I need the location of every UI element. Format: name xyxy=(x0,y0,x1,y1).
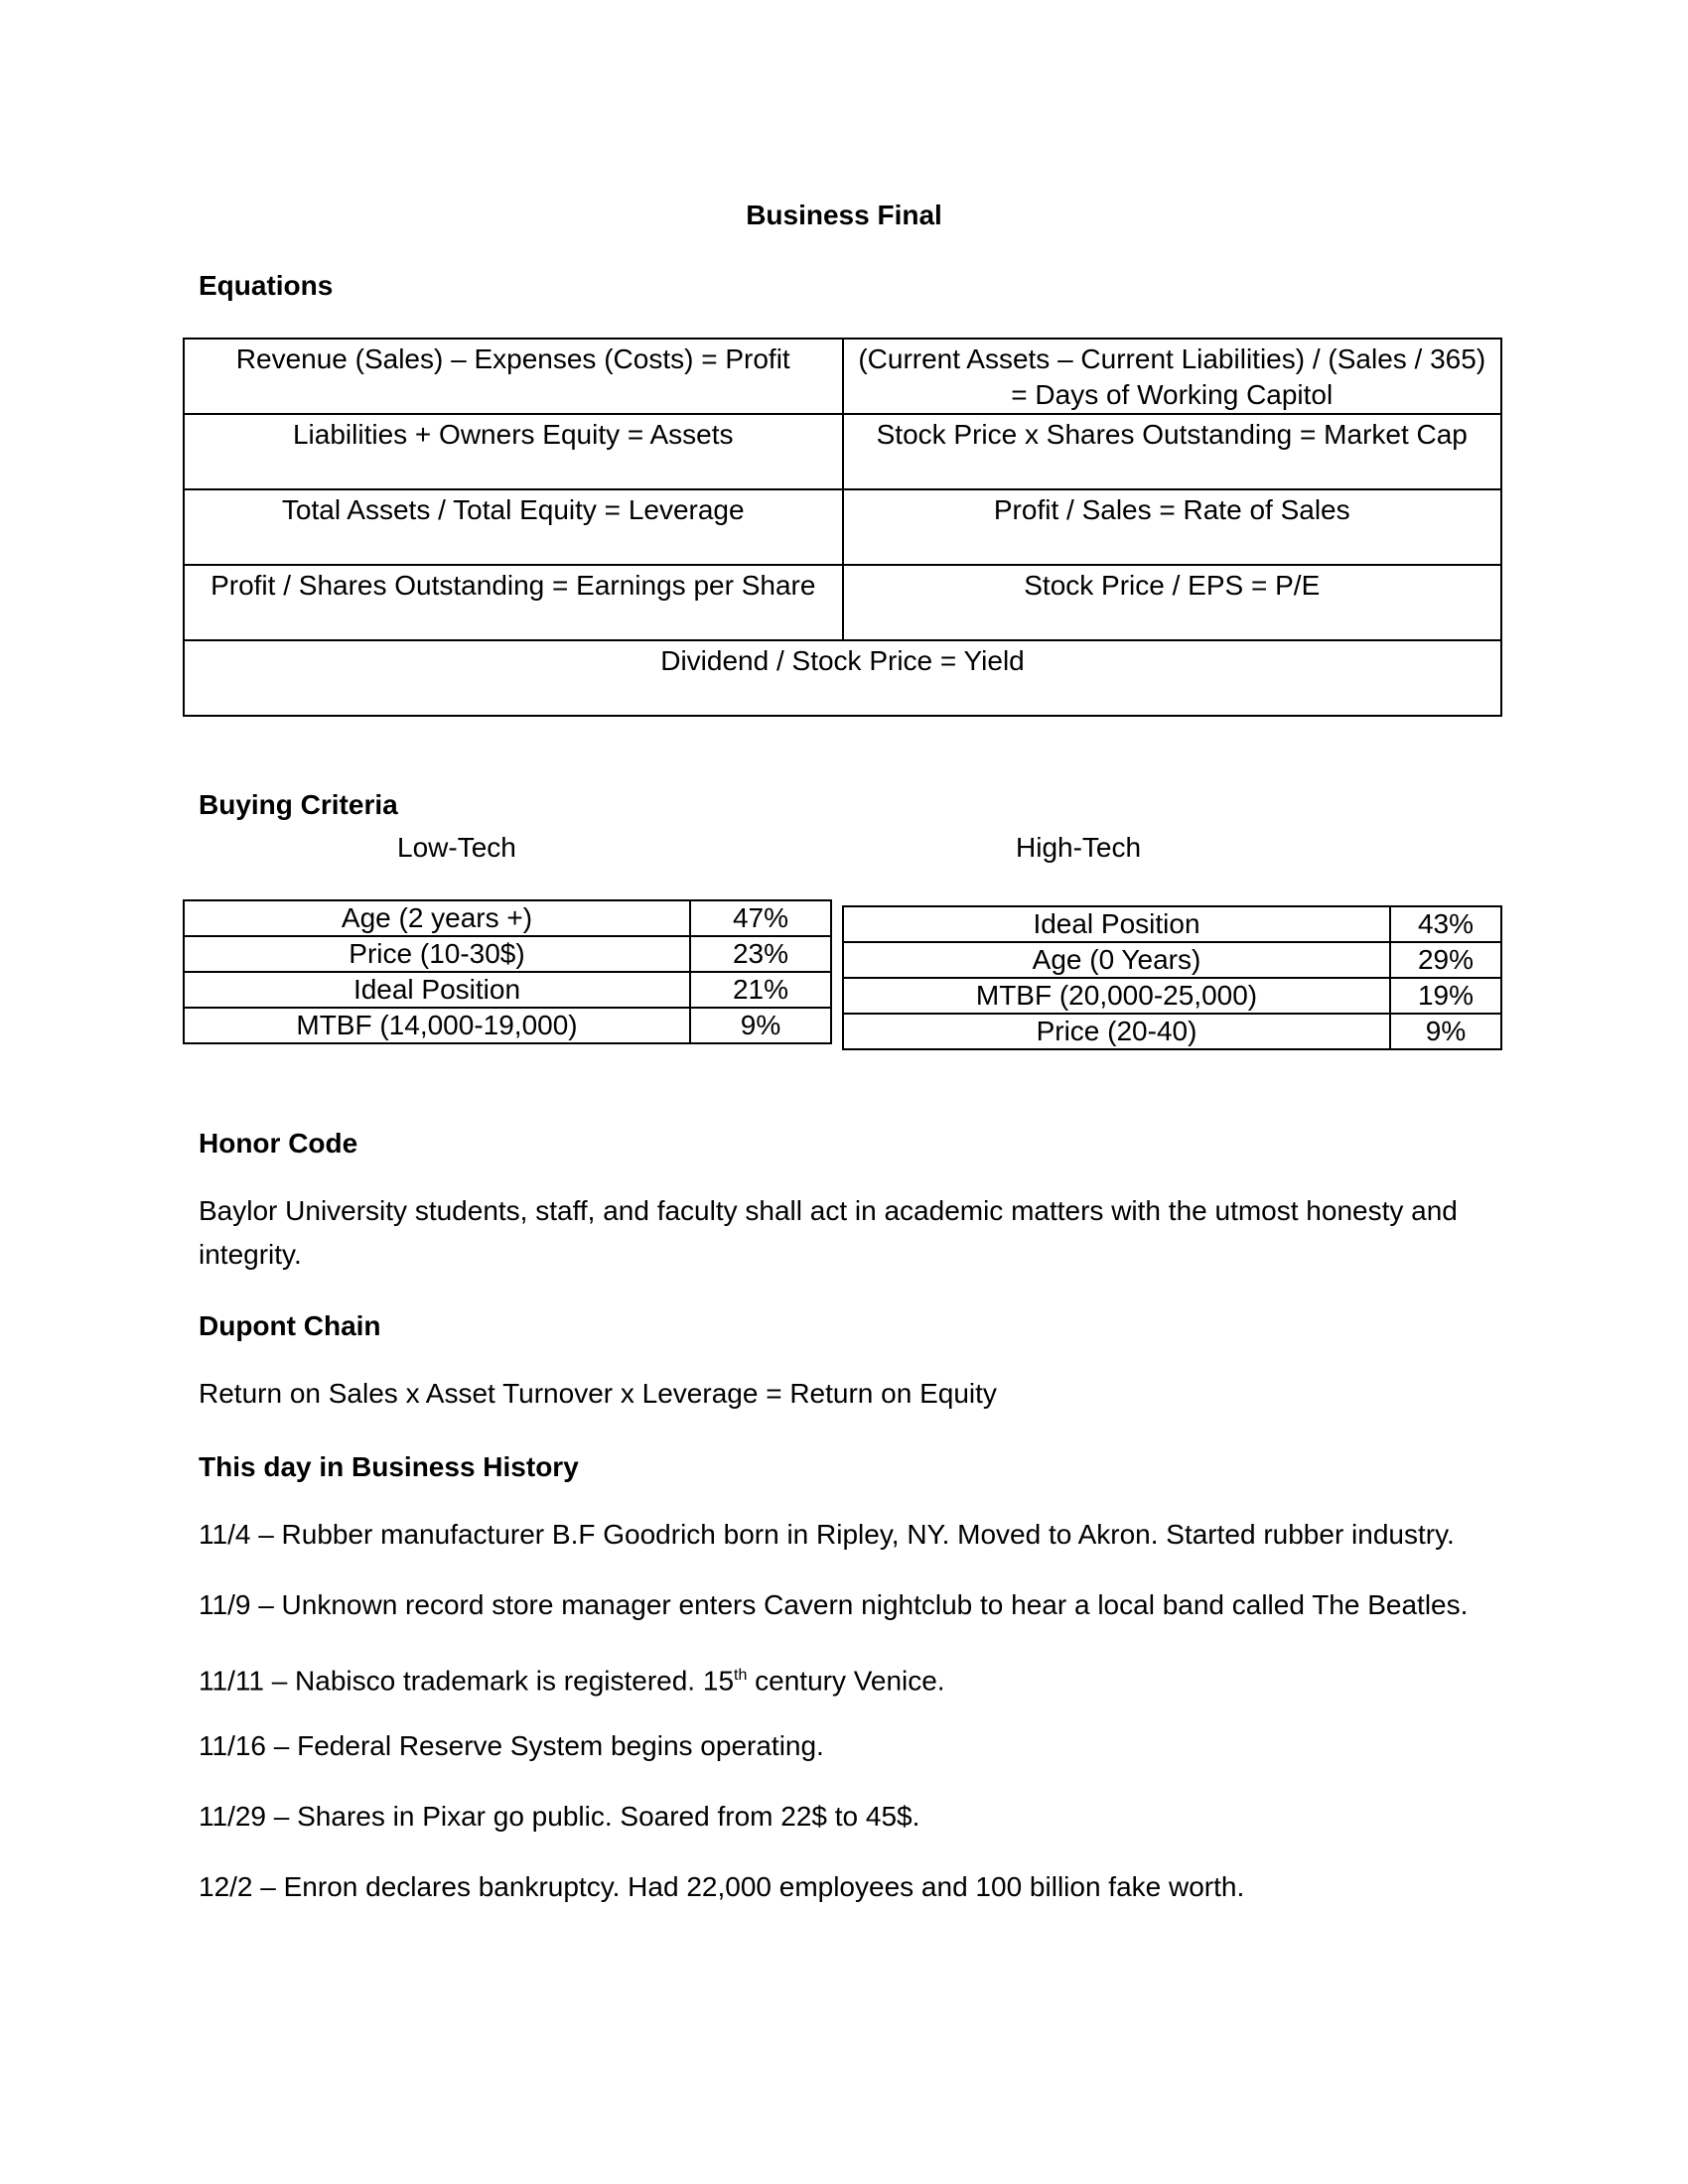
high-tech-label: High-Tech xyxy=(1016,832,1142,863)
table-row xyxy=(184,640,1501,716)
criterion-percent: 47% xyxy=(690,900,831,936)
equation-leverage: Total Assets / Total Equity = Leverage xyxy=(184,489,843,565)
table-row xyxy=(843,906,1501,942)
equation-profit: Revenue (Sales) – Expenses (Costs) = Profit xyxy=(184,339,843,414)
honor-code-heading: Honor Code xyxy=(199,1128,358,1159)
criterion-percent: 9% xyxy=(1390,1014,1501,1049)
table-row xyxy=(843,978,1501,1014)
list-item: 12/2 – Enron declares bankruptcy. Had 22,000 employees and 100 billion fake worth. xyxy=(199,1871,1245,1902)
list-item: 11/4 – Rubber manufacturer B.F Goodrich born in Ripley, NY. Moved to Akron. Started rubber industry. xyxy=(199,1519,1455,1550)
equation-eps: Profit / Shares Outstanding = Earnings per Share xyxy=(184,565,843,640)
table-row xyxy=(184,936,831,972)
table-row xyxy=(184,565,1501,640)
dupont-chain-text: Return on Sales x Asset Turnover x Leverage = Return on Equity xyxy=(199,1378,997,1409)
ordinal-suffix: th xyxy=(734,1667,748,1684)
history-item-text: century Venice. xyxy=(747,1665,945,1697)
criterion-percent: 19% xyxy=(1390,978,1501,1014)
criterion-percent: 23% xyxy=(690,936,831,972)
low-tech-criteria-table xyxy=(183,899,832,1044)
equation-assets: Liabilities + Owners Equity = Assets xyxy=(184,414,843,489)
list-item: 11/9 – Unknown record store manager enters Cavern nightclub to hear a local band called The Beatles. xyxy=(199,1589,1469,1620)
equation-days-working-capital: (Current Assets – Current Liabilities) / (Sales / 365) = Days of Working Capitol xyxy=(843,339,1502,414)
equations-heading: Equations xyxy=(199,270,334,301)
page-title: Business Final xyxy=(746,200,942,230)
high-tech-criteria-table xyxy=(842,905,1502,1050)
table-row xyxy=(184,414,1501,489)
criterion-label: Age (0 Years) xyxy=(843,942,1390,978)
table-row xyxy=(184,339,1501,414)
equation-yield: Dividend / Stock Price = Yield xyxy=(184,640,1501,716)
table-row xyxy=(184,900,831,936)
criterion-percent: 9% xyxy=(690,1008,831,1043)
history-heading: This day in Business History xyxy=(199,1451,579,1482)
table-row xyxy=(843,1014,1501,1049)
criterion-label: MTBF (14,000-19,000) xyxy=(184,1008,690,1043)
equation-market-cap: Stock Price x Shares Outstanding = Market Cap xyxy=(843,414,1502,489)
buying-criteria-heading: Buying Criteria xyxy=(199,789,398,820)
equation-pe: Stock Price / EPS = P/E xyxy=(843,565,1502,640)
list-item xyxy=(199,1654,1489,1703)
low-tech-label: Low-Tech xyxy=(397,832,516,863)
list-item: 11/29 – Shares in Pixar go public. Soared from 22$ to 45$. xyxy=(199,1801,920,1832)
dupont-chain-heading: Dupont Chain xyxy=(199,1310,381,1341)
criterion-label: Age (2 years +) xyxy=(184,900,690,936)
criterion-label: Price (10-30$) xyxy=(184,936,690,972)
honor-code-text: Baylor University students, staff, and faculty shall act in academic matters with the utmost honesty and integrity. xyxy=(199,1195,1458,1270)
equation-rate-of-sales: Profit / Sales = Rate of Sales xyxy=(843,489,1502,565)
table-row xyxy=(843,942,1501,978)
criterion-label: Ideal Position xyxy=(843,906,1390,942)
criterion-percent: 21% xyxy=(690,972,831,1008)
table-row xyxy=(184,972,831,1008)
criterion-percent: 43% xyxy=(1390,906,1501,942)
criterion-label: MTBF (20,000-25,000) xyxy=(843,978,1390,1014)
table-row xyxy=(184,489,1501,565)
equations-table xyxy=(183,338,1502,717)
table-row xyxy=(184,1008,831,1043)
history-item-text: 11/11 – Nabisco trademark is registered. 15 xyxy=(199,1665,735,1697)
criterion-label: Ideal Position xyxy=(184,972,690,1008)
criterion-label: Price (20-40) xyxy=(843,1014,1390,1049)
list-item: 11/16 – Federal Reserve System begins operating. xyxy=(199,1730,824,1761)
criterion-percent: 29% xyxy=(1390,942,1501,978)
